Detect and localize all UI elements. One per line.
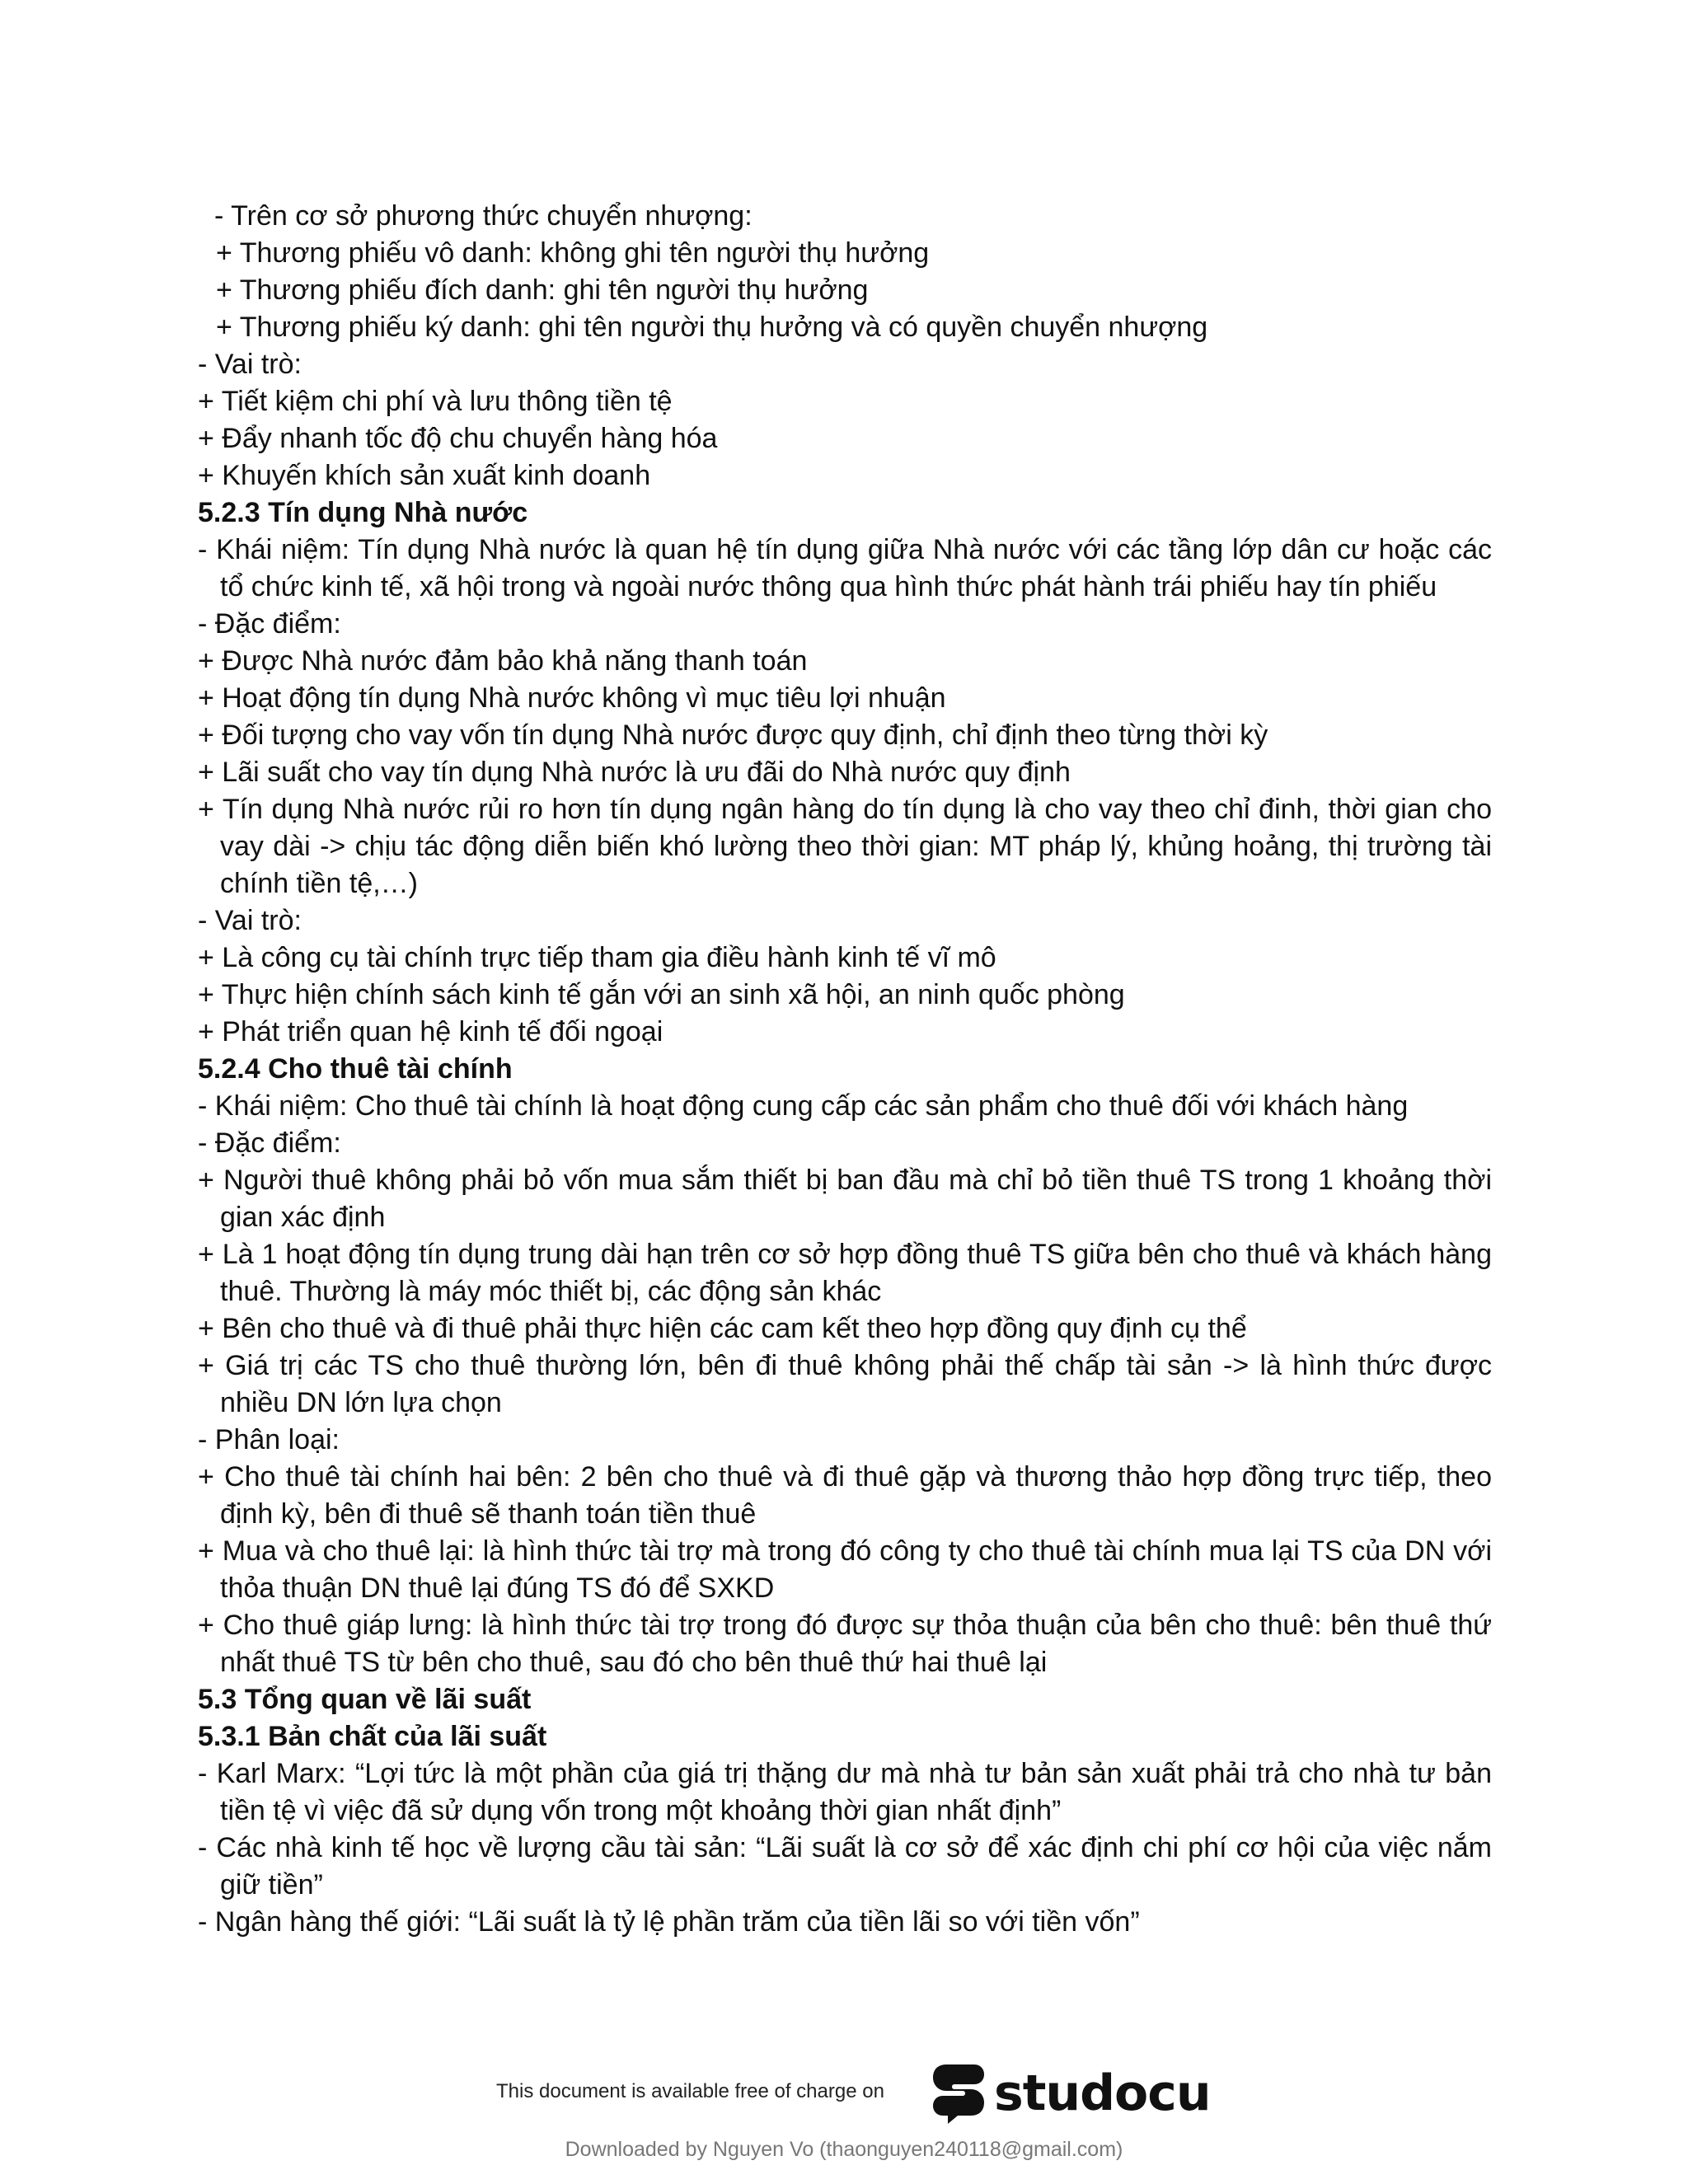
text-line: + Bên cho thuê và đi thuê phải thực hiện các cam kết theo hợp đồng quy định cụ thể <box>198 1313 1247 1344</box>
text-line: + Lãi suất cho vay tín dụng Nhà nước là ưu đãi do Nhà nước quy định <box>198 757 1071 788</box>
text-line: + Người thuê không phải bỏ vốn mua sắm thiết bị ban đầu mà chỉ bỏ tiền thuê TS trong 1 khoảng thời gian xác định <box>198 1165 1492 1233</box>
text-line: + Cho thuê giáp lưng: là hình thức tài trợ trong đó được sự thỏa thuận của bên cho thuê: bên thuê thứ nhất thuê TS từ bên cho thuê, sau đó cho bên thuê thứ hai thuê lại <box>198 1610 1492 1678</box>
text-line: + Là công cụ tài chính trực tiếp tham gia điều hành kinh tế vĩ mô <box>198 942 996 973</box>
text-line: - Khái niệm: Cho thuê tài chính là hoạt động cung cấp các sản phẩm cho thuê đối với khách hàng <box>198 1090 1409 1122</box>
text-line: - Ngân hàng thế giới: “Lãi suất là tỷ lệ phần trăm của tiền lãi so với tiền vốn” <box>198 1906 1140 1938</box>
text-line: + Cho thuê tài chính hai bên: 2 bên cho thuê và đi thuê gặp và thương thảo hợp đồng trực tiếp, theo định kỳ, bên đi thuê sẽ thanh toán tiền thuê <box>198 1461 1492 1530</box>
text-line: + Tín dụng Nhà nước rủi ro hơn tín dụng ngân hàng do tín dụng là cho vay theo chỉ đinh, thời gian cho vay dài -> chịu tác động diễn biến khó lường theo thời gian: MT pháp lý, khủng hoảng, thị trường tài chính tiền tệ,…) <box>198 794 1492 899</box>
section-heading: 5.3 Tổng quan về lãi suất <box>198 1684 532 1715</box>
footer-available-text: This document is available free of charge on <box>496 2080 884 2102</box>
text-line: + Thương phiếu vô danh: không ghi tên người thụ hưởng <box>216 237 930 269</box>
text-line: + Là 1 hoạt động tín dụng trung dài hạn trên cơ sở hợp đồng thuê TS giữa bên cho thuê và khách hàng thuê. Thường là máy móc thiết bị, các động sản khác <box>198 1239 1492 1307</box>
studocu-logo[interactable] <box>930 2060 1211 2126</box>
section-heading: 5.2.4 Cho thuê tài chính <box>198 1053 513 1085</box>
section-heading: 5.2.3 Tín dụng Nhà nước <box>198 497 528 528</box>
studocu-logo-text: studocu <box>994 2064 1211 2122</box>
document-body <box>198 198 1492 1941</box>
text-line: + Phát triển quan hệ kinh tế đối ngoại <box>198 1016 663 1047</box>
text-line: - Khái niệm: Tín dụng Nhà nước là quan hệ tín dụng giữa Nhà nước với các tầng lớp dân cư hoặc các tổ chức kinh tế, xã hội trong và ngoài nước thông qua hình thức phát hành trái phiếu hay tín phiếu <box>198 534 1492 602</box>
downloaded-by-text: Downloaded by Nguyen Vo (thaonguyen240118@gmail.com) <box>565 2138 1123 2161</box>
studocu-s-icon <box>930 2061 987 2125</box>
text-line: + Đối tượng cho vay vốn tín dụng Nhà nước được quy định, chỉ định theo từng thời kỳ <box>198 719 1268 751</box>
text-line: + Thương phiếu ký danh: ghi tên người thụ hưởng và có quyền chuyển nhượng <box>216 312 1208 343</box>
text-line: - Vai trò: <box>198 905 302 936</box>
text-line: - Đặc điểm: <box>198 1127 341 1159</box>
text-line: + Mua và cho thuê lại: là hình thức tài trợ mà trong đó công ty cho thuê tài chính mua lại TS của DN với thỏa thuận DN thuê lại đúng TS đó để SXKD <box>198 1535 1492 1604</box>
section-heading: 5.3.1 Bản chất của lãi suất <box>198 1721 547 1752</box>
text-line: + Hoạt động tín dụng Nhà nước không vì mục tiêu lợi nhuận <box>198 682 946 714</box>
text-line: + Thương phiếu đích danh: ghi tên người thụ hưởng <box>216 274 869 306</box>
text-line: - Các nhà kinh tế học về lượng cầu tài sản: “Lãi suất là cơ sở để xác định chi phí cơ hội của việc nắm giữ tiền” <box>198 1832 1492 1900</box>
text-line: - Vai trò: <box>198 349 302 380</box>
text-line: + Tiết kiệm chi phí và lưu thông tiền tệ <box>198 386 673 417</box>
text-line: + Thực hiện chính sách kinh tế gắn với an sinh xã hội, an ninh quốc phòng <box>198 979 1125 1010</box>
text-line: - Trên cơ sở phương thức chuyển nhượng: <box>214 200 753 232</box>
text-line: + Khuyến khích sản xuất kinh doanh <box>198 460 651 491</box>
text-line: + Giá trị các TS cho thuê thường lớn, bên đi thuê không phải thế chấp tài sản -> là hình thức được nhiều DN lớn lựa chọn <box>198 1350 1492 1418</box>
text-line: - Đặc điểm: <box>198 608 341 640</box>
text-line: - Karl Marx: “Lợi tức là một phần của giá trị thặng dư mà nhà tư bản sản xuất phải trả cho nhà tư bản tiền tệ vì việc đã sử dụng vốn trong một khoảng thời gian nhất định” <box>198 1758 1492 1826</box>
text-line: - Phân loại: <box>198 1424 340 1455</box>
footer-banner <box>0 2060 1688 2126</box>
text-line: + Đẩy nhanh tốc độ chu chuyển hàng hóa <box>198 423 718 454</box>
text-line: + Được Nhà nước đảm bảo khả năng thanh toán <box>198 645 808 677</box>
